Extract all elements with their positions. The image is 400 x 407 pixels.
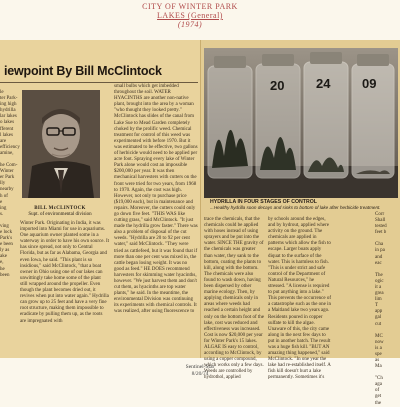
source-note-line-1: Sentinel-Star [185,364,215,370]
portrait-photo [22,90,100,198]
column-1-fragment-line: o lakes [0,120,15,126]
hydrilla-jars-photo [204,48,398,198]
column-1-fragment-line: ake [0,254,7,260]
column-6-fragment-line: it a [375,284,382,290]
portrait-name: BILL McCLINTOCK [34,206,86,211]
jar-label-2: 24 [316,76,331,91]
portrait-caption [20,206,100,218]
column-6-fragment-line: in pa [375,248,385,254]
archive-header-line-2: LAKES (General) [157,11,223,20]
archive-header-line-3: (1974) [177,20,203,29]
jars-caption-lead: ...Healthy hydrilla soon decays and sinks to bottom of lake after herbicide treatment. [210,205,381,210]
headline-rule [0,82,198,83]
column-6-fragment-line: tested [375,224,387,230]
archive-header-line-1: CITY OF WINTER PARK [142,2,238,11]
column-6-fragment-line: Corr [375,212,385,217]
headline: iewpoint By Bill McClintock [4,64,162,78]
column-1-fragment-line: efficiency [0,144,20,150]
column-1-fragment-line: l lakes [0,132,13,138]
column-1-fragment-line: ving [0,223,9,229]
column-1-fragment-line: he [0,266,5,272]
column-1-fragment-line: Park's [0,236,13,242]
column-1-fragment-line: e been [0,242,13,248]
clipping-fold [200,40,201,358]
column-1-fragment-line: le [0,90,4,95]
column-2 [20,221,109,353]
column-6-fragment-line: "Ch [375,376,383,382]
column-4-text: trace the chemicals, that the chemicals could be applied with hoses instead of using sprayers and be put into the water. SINCE THE gravity of the chemicals was greater than water, they sank to the bottom, coating the plants to kill, along with the bottom. The chemicals were also found to wash down, having been dispersed by other marine ecology. Then, by applying chemicals only in areas where weeds had reached a certain height and only on the bottom foot of the lake, cost was reduced and effectiveness was increased. Cost is now $20,000 per year for Winter Park's 15 lakes. ALGAE IS easy to control, according to McClintock, by using a copper compound, which works only a few days. Weeds are controlled by hydrothol, applied [204,217,264,381]
column-6-fragment-line: feet b [375,230,387,236]
column-6-fragment-line: aga [375,382,382,388]
column-5-text: by schools around the edges, and by hydrout, applied where activity on the ground. The chemicals are applied in patterns which allow the fish to escape. Larger boats apply diquat to the surface of the water. This is harmless to fish. "This is under strict and safe control of the Department of Natural Resources," he stressed. "A license is required to put anything into a lake." This prevents the occurrence of a catastrophe such as the one in a Maitland lake two years ago. Residents poured in copper sulfate to kill the algae. Unaware of this, the city came along in the next few days to put in another batch. The result was a huge fish kill. "BUT AN amazing thing happened," said McClintock. "In one year the lake had re-established itself. A fish kill doesn't hurt a lake permanently. Sometimes it's [268,217,332,381]
column-1-fragment-line: e, [0,260,4,266]
column-6-fragment-line: and [375,254,383,260]
source-note-line-2: 8/20/74 [191,371,209,377]
column-1-fragments [0,90,20,352]
column-6-fragment-line: eac [375,260,382,266]
column-1-fragment-line: are [0,138,7,144]
column-6-fragment-line: app [375,309,383,315]
column-6-fragments [375,212,400,406]
column-1-fragment-line: e [0,199,3,205]
column-6-fragment-line: as [375,357,380,363]
column-6-fragment-line: gal [375,315,382,321]
column-6-fragment-line: grea [375,291,384,297]
column-6-fragment-line: the [375,400,382,406]
column-4 [204,217,264,381]
column-3 [114,84,198,354]
column-6-fragment-line: is a [375,345,382,351]
column-1-fragment-line: s. [0,211,4,217]
column-1-fragment-line: lly [0,181,6,187]
column-6-fragment-line: Ma [375,364,382,370]
column-1-fragment-line: he Com- [0,163,18,169]
column-6-fragment-line: MC [375,333,383,339]
archive-header [90,2,290,29]
jars-photo-caption [210,199,398,210]
column-1-fragment-line: lar lakes [0,114,17,120]
column-1-fragment-line: Winter [0,169,14,175]
portrait-title: Supt. of environmental division [28,212,92,217]
column-3-text: small bulbs which get imbedded throughout the soil. WATER HYACINTHS are another non-native plant, brought into the area by a woman "who thought they looked pretty." McClintock has slides of the canal from Lake Sue to Mead Garden completely choked by the prolific weed. Chemical treatment for control of this weed was experimented with before 1970. But it was estimated to be effective, two gallons of herbicide would need to be applied per acre foot. Spraying every lake of Winter Park alone would cost an impossible $200,000 per year. It was then mechanical harvesters with cutters on the front were tried for two years, from 1968 to 1970. Again, the cost was high. However, not only to purchase price ($19,000 each), but in maintenance and repairs. Moreover, the cutters could only go down five feet. "THIS WAS like cutting grass," said McClintock. "It just made the hydrilla grow faster." There was also a problem of disposal of the cut weeds. "Hydrilla are 20 to 92 per cent water," said McClintock. "They were tried as cattlefeed, but it was found that if more than one per cent was mixed in, the cattle began losing weight. It was no good as feed." HE DOES recommend harvesters for skimming water hyacinths, however. "We just harvest them and don't cut them, as hyacinths are top water plants," he said. In the meantime, the environmental Division was continuing its experiments with chemical controls. It was realized, after using fluorescence to [114,84,198,315]
jars-caption-title: HYDRILLA IN FOUR STAGES OF CONTROL [210,199,317,205]
column-1-fragment-line: h of [0,193,8,199]
column-1-fragment-line: ly as [0,248,10,254]
source-note [150,364,250,378]
column-1-fragment-line: ing high [0,102,17,108]
column-6-fragment-line: of [375,388,380,394]
column-1-fragment-line: nearby [0,187,14,193]
jar-label-3: 09 [362,76,377,91]
column-6-fragment-line: spe [375,351,382,357]
column-6-fragment-line: cut [375,321,382,327]
column-1-fragment-line: amine, [0,150,14,156]
column-2-text: Winter Park. Originating in India, it was imported into Miami for use in aquariums. One aquarium owner planted some in a waterway in order to have his own source. It has since spread, not only to Central Florida, but as far as Alabama, Georgia and even Iowa, he said. "This plant is so insidious," said McClintock, "that a boat owner in Ohio using one of our lakes can unwittingly take home some of the plant still wrapped around the propeller. Even though the plant becomes dried out, it revives when put into water again." Hydrilla can grow up to 25 feet and have a very fine root structure, making them impossible to eradicate by pulling them up, as the roots are impregnated with [20,221,109,324]
column-1-fragment-line: been [0,272,10,278]
jar-label-1: 20 [270,78,285,93]
column-6-fragment-line: T [375,303,379,309]
column-6-fragment-line: lim [375,297,382,303]
column-6-fragment-line: Shall [375,218,386,224]
column-1-fragment-line: ter Park- [0,96,18,102]
column-6-fragment-line: get [375,394,382,400]
column-1-fragment-line: er Park [0,175,15,181]
column-6-fragment-line: ogic [375,278,384,284]
column-1-fragment-line: hydrilla [0,108,16,114]
column-1-fragment-line: fferent [0,126,14,132]
column-6-fragment-line: Cha [375,242,384,248]
column-5 [268,217,332,381]
column-1-fragment-line: e lock [0,229,13,235]
column-1-fragment-line: ing [0,205,7,211]
column-6-fragment-line: now [375,339,384,345]
column-6-fragment-line: The [375,272,383,278]
